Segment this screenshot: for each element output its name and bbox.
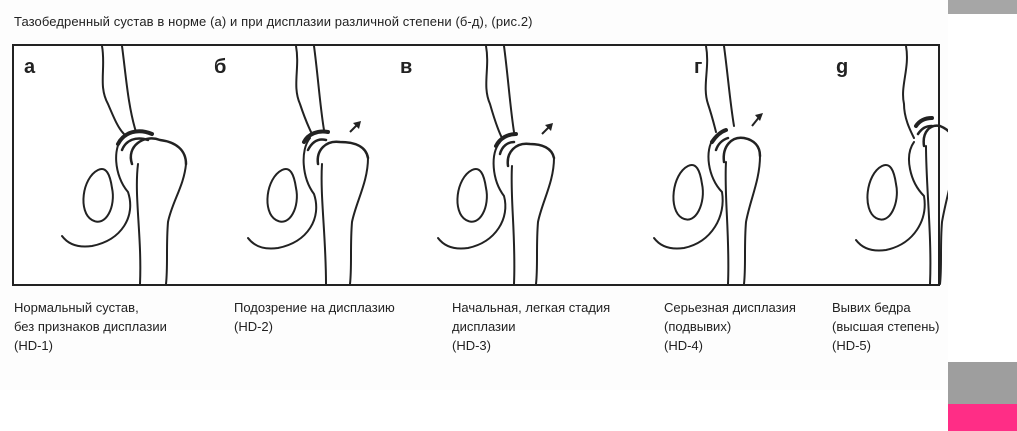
hip-joint-hd5-drawing [764, 46, 938, 284]
femoral-head [724, 138, 760, 162]
obturator-foramen [867, 165, 896, 220]
hip-joint-hd2-drawing [204, 46, 390, 284]
caption-line: Начальная, легкая стадия [452, 300, 611, 315]
pelvis-outline [903, 46, 914, 138]
femur-shaft-left [322, 164, 326, 284]
pelvis-outline-lower [856, 142, 925, 251]
side-bar-gap [948, 14, 1017, 362]
caption-line: Серьезная дисплазия [664, 300, 796, 315]
pelvis-outline [296, 46, 312, 134]
femur-shaft-left [726, 162, 729, 284]
pelvis-outline-lower [248, 138, 316, 249]
femoral-head [131, 138, 186, 164]
acetabulum-roof [916, 118, 932, 126]
side-bar-gray [948, 362, 1017, 404]
caption-e [832, 298, 939, 355]
hip-joint-normal-drawing [14, 46, 204, 284]
femoral-head [508, 144, 554, 166]
diagram-frame [12, 44, 940, 286]
panel-b [204, 46, 390, 284]
panel-c [390, 46, 574, 284]
femur-shaft-left [137, 164, 140, 284]
caption-c [452, 298, 610, 355]
ilium-upper [504, 46, 514, 132]
caption-line: (HD-2) [234, 319, 273, 334]
caption-line: (HD-5) [832, 338, 871, 353]
hip-joint-hd3-drawing [390, 46, 574, 284]
panel-letter: g [836, 56, 849, 78]
ilium-upper [122, 46, 136, 132]
femur-shaft-right [744, 156, 760, 284]
side-bar-top [948, 0, 1017, 14]
caption-line: (подвывих) [664, 319, 732, 334]
obturator-foramen [83, 169, 112, 222]
figure-title: Тазобедренный сустав в норме (а) и при дисплазии различной степени (б-д), (рис.2) [14, 14, 533, 29]
side-bar-pink [948, 404, 1017, 431]
caption-line: (HD-4) [664, 338, 703, 353]
hip-joint-hd4-drawing [574, 46, 764, 284]
pelvis-outline-lower [62, 136, 130, 247]
caption-line: (HD-1) [14, 338, 53, 353]
femur-shaft-left [512, 166, 515, 284]
displacement-arrow-icon [752, 113, 763, 126]
pelvis-outline-lower [654, 138, 723, 249]
caption-line: Нормальный сустав, [14, 300, 139, 315]
femoral-head [318, 142, 368, 164]
obturator-foramen [457, 169, 486, 222]
pelvis-outline [706, 46, 716, 132]
caption-line: дисплазии [452, 319, 516, 334]
ilium-upper [724, 46, 734, 126]
caption-b [234, 298, 395, 336]
caption-d [664, 298, 796, 355]
panel-letter: б [214, 56, 227, 78]
displacement-arrow-icon [350, 121, 361, 132]
pelvis-outline-lower [438, 142, 505, 249]
pelvis-outline [102, 46, 124, 134]
femur-shaft-right [536, 158, 554, 284]
pelvis-outline [486, 46, 502, 138]
obturator-foramen [267, 169, 296, 222]
femur-shaft-right [166, 164, 186, 284]
panel-e [764, 46, 938, 284]
femur-shaft-left [926, 146, 930, 284]
caption-line: (высшая степень) [832, 319, 940, 334]
caption-line: Вывих бедра [832, 300, 911, 315]
obturator-foramen [673, 165, 702, 220]
caption-line: без признаков дисплазии [14, 319, 167, 334]
panel-letter: а [24, 56, 36, 78]
panel-a [14, 46, 204, 284]
caption-line: Подозрение на дисплазию [234, 300, 395, 315]
panel-letter: в [400, 56, 413, 78]
caption-a [14, 298, 167, 355]
femur-shaft-right [350, 158, 368, 284]
displacement-arrow-icon [542, 123, 553, 134]
caption-line: (HD-3) [452, 338, 491, 353]
ilium-upper [314, 46, 324, 130]
panel-d [574, 46, 764, 284]
panel-letter: г [694, 56, 703, 78]
